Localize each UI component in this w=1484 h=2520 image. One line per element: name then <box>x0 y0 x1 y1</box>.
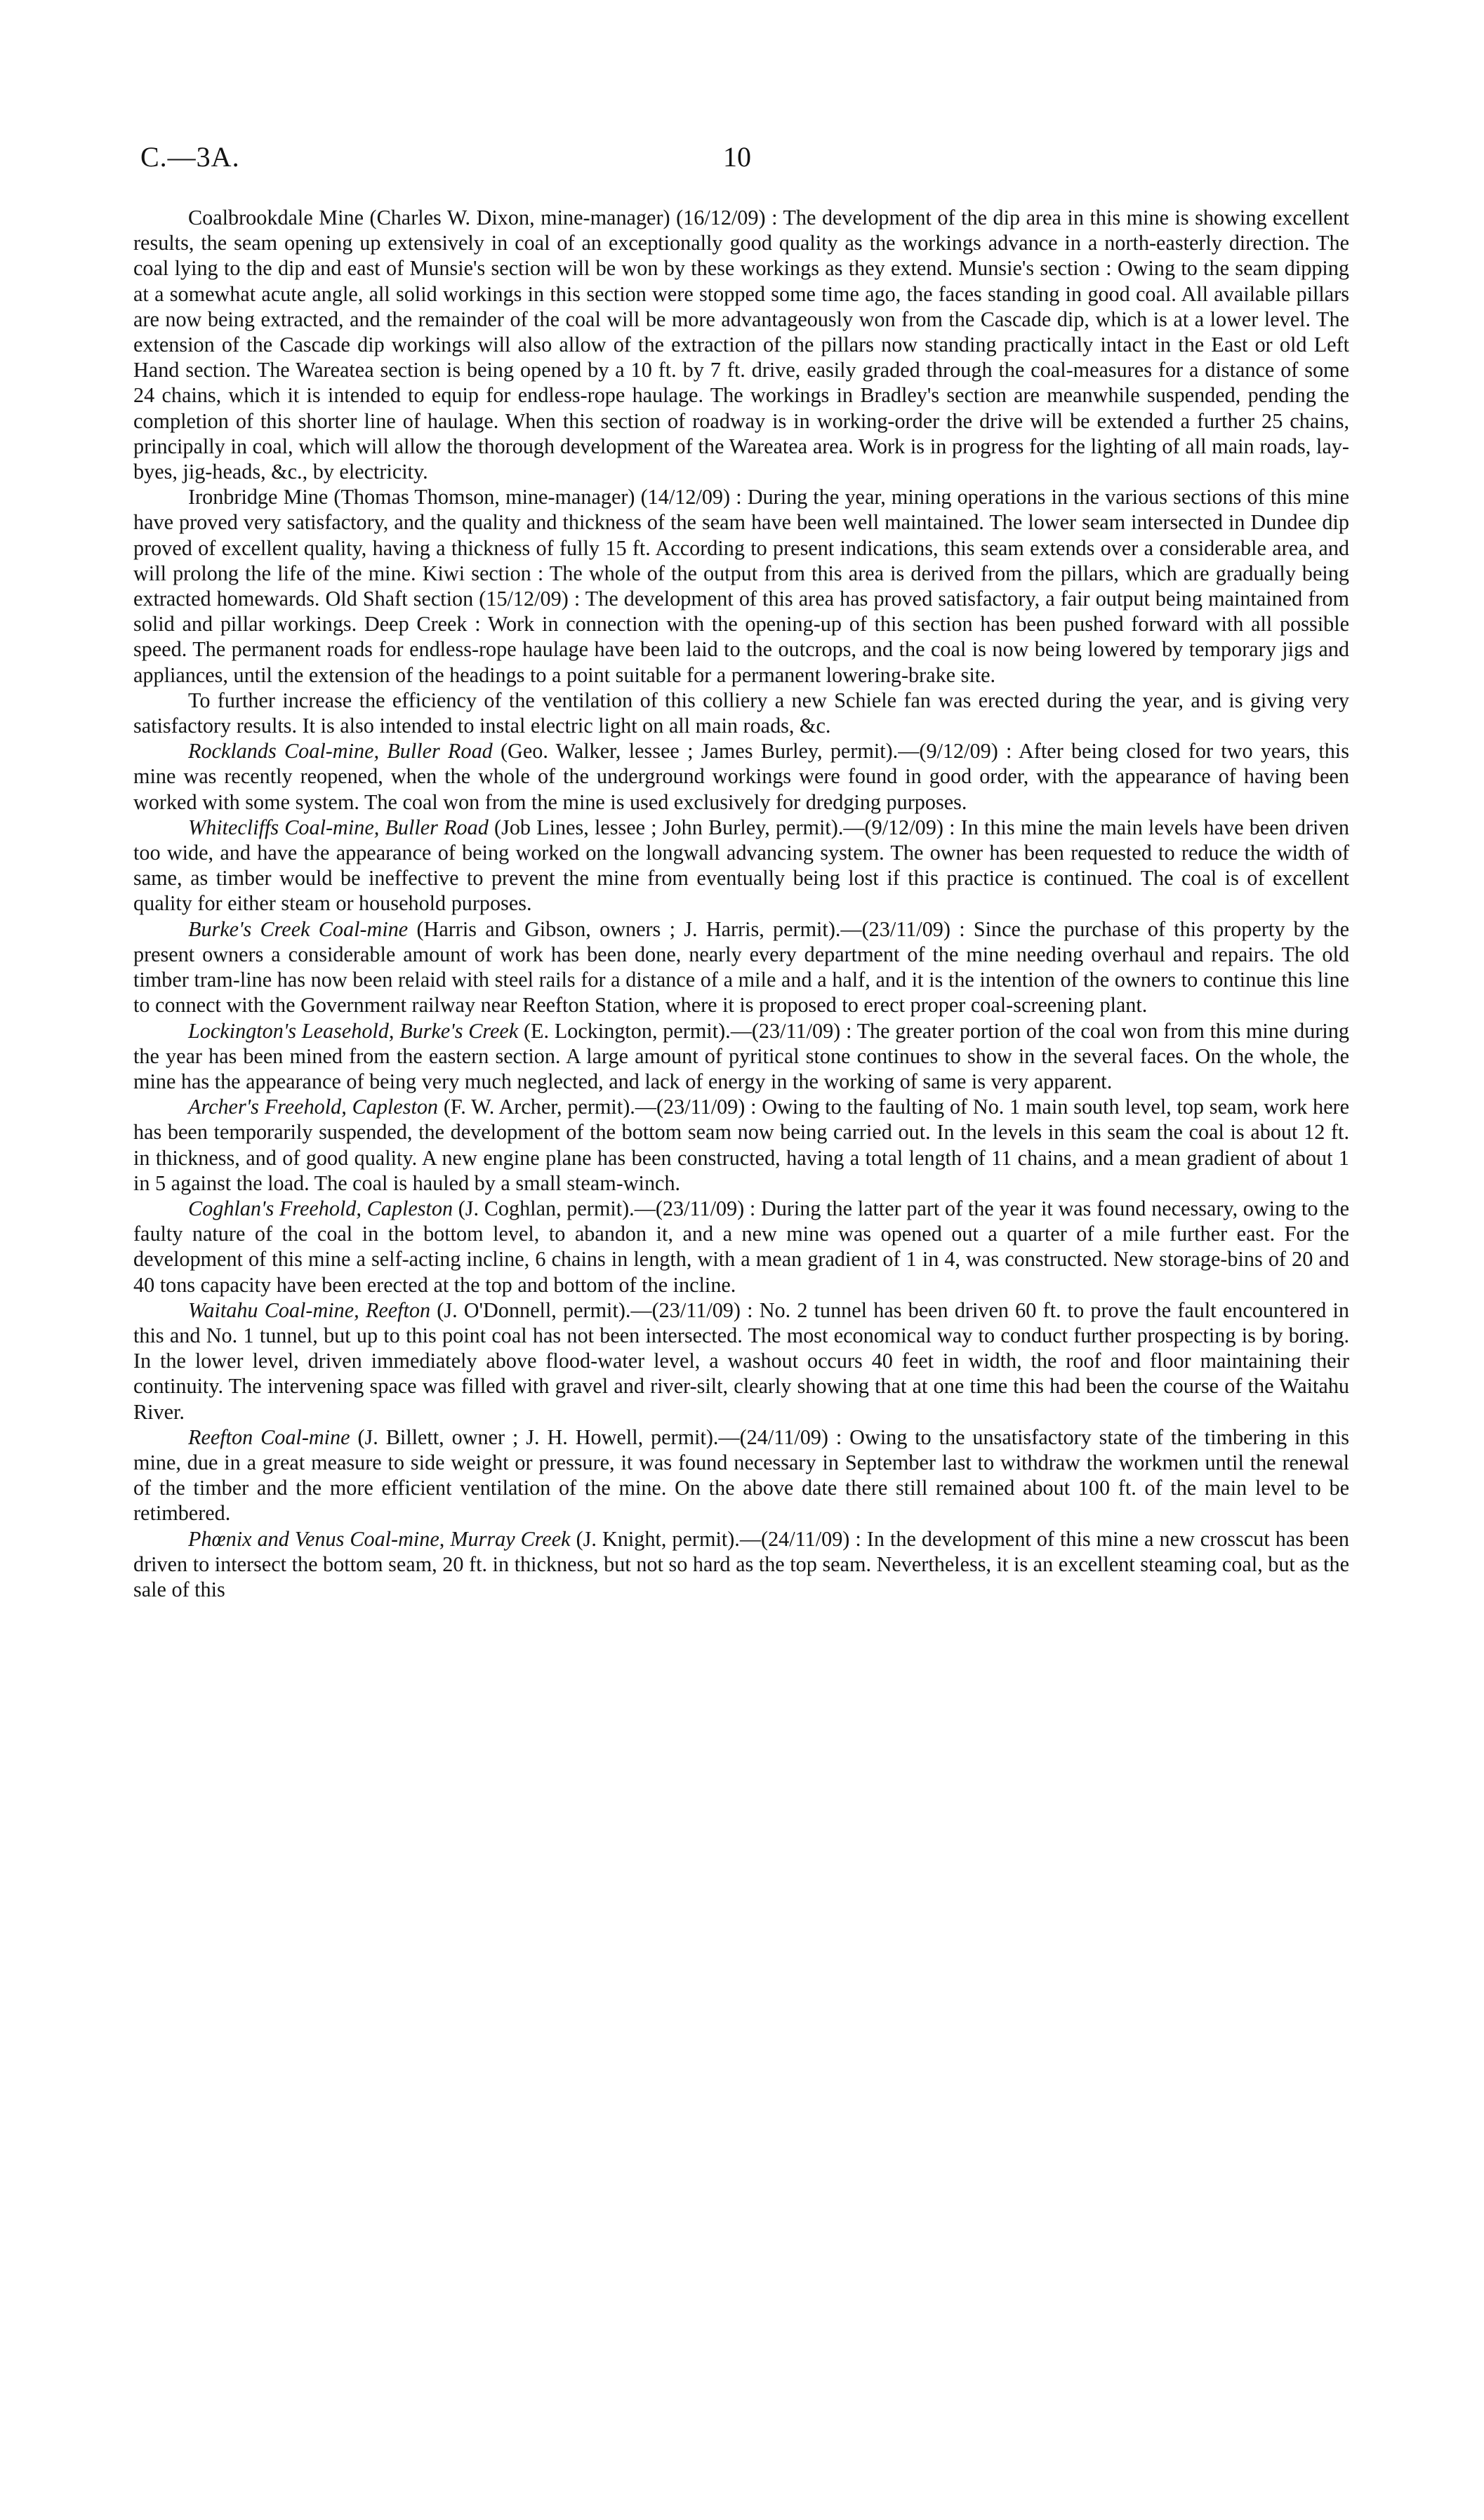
paragraph-text: (F. W. Archer, permit).—(23/11/09) : Owing to the faulting of No. 1 main south level, top seam, work here has been temporarily suspended, the development of the bottom seam now being carried out. In the levels in this seam the coal is about 12 ft. in thickness, and of good quality. A new engine plane has been constructed, having a total length of 11 chains, and a mean gradient of about 1 in 5 against the load. The coal is hauled by a small steam-winch. <box>133 1095 1349 1195</box>
mine-heading: Burke's Creek Coal-mine <box>188 916 409 941</box>
paragraph-coalbrookdale <box>133 205 1349 484</box>
paragraph-waitahu <box>133 1298 1349 1425</box>
parliamentary-paper-reference: C.—3A. <box>140 141 240 173</box>
paragraph-burkes-creek <box>133 916 1349 1018</box>
mine-heading: Rocklands Coal-mine, Buller Road <box>188 739 493 764</box>
paragraph-text: (Geo. Walker, lessee ; James Burley, permit).—(9/12/09) : After being closed for two years, this mine was recently reopened, when the whole of the underground workings were found in good order, with the appearance of having been worked with some system. The coal won from the mine is used exclusively for dredging purposes. <box>133 739 1349 814</box>
page-header <box>0 140 1484 182</box>
paragraph-phoenix-venus <box>133 1526 1349 1603</box>
paragraph-text: (E. Lockington, permit).—(23/11/09) : The greater portion of the coal won from this mine during the year has been mined from the eastern section. A large amount of pyritical stone continues to show in the several faces. On the whole, the mine has the appearance of being very much neglected, and lack of energy in the working of same is very apparent. <box>133 1018 1349 1093</box>
paragraph-text: (Job Lines, lessee ; John Burley, permit).—(9/12/09) : In this mine the main levels have been driven too wide, and have the appearance of being worked on the longwall advancing system. The owner has been requested to reduce the width of same, as timber would be ineffective to prevent the mine from eventually being lost if this practice is continued. The coal is of excellent quality for either steam or household purposes. <box>133 815 1349 916</box>
mine-heading: Coghlan's Freehold, Capleston <box>188 1196 453 1220</box>
paragraph-text: To further increase the efficiency of the ventilation of this colliery a new Schiele fan was erected during the year, and is giving very satisfactory results. It is also intended to instal electric light on all main roads, &c. <box>133 688 1349 738</box>
mine-heading: Archer's Freehold, Capleston <box>188 1095 439 1119</box>
paragraph-rocklands <box>133 738 1349 815</box>
paragraph-text: (J. Billett, owner ; J. H. Howell, permit).—(24/11/09) : Owing to the unsatisfactory state of the timbering in this mine, due in a great measure to side weight or pressure, it was found necessary in September last to withdraw the workmen until the renewal of the timber and the more efficient ventilation of the mine. On the above date there still remained about 100 ft. of the main level to be retimbered. <box>133 1425 1349 1526</box>
mine-heading: Waitahu Coal-mine, Reefton <box>188 1298 431 1322</box>
paragraph-whitecliffs <box>133 815 1349 916</box>
report-body <box>133 205 1349 2451</box>
paragraph-reefton <box>133 1425 1349 1526</box>
paragraph-archer <box>133 1094 1349 1196</box>
paragraph-lockington <box>133 1018 1349 1095</box>
paragraph-text: (J. Knight, permit).—(24/11/09) : In the development of this mine a new crosscut has been driven to intersect the bottom seam, 20 ft. in thickness, but not so hard as the top seam. Nevertheless, it is an excellent steaming coal, but as the sale of this <box>133 1526 1349 1601</box>
paragraph-ironbridge <box>133 484 1349 688</box>
paragraph-coghlan <box>133 1196 1349 1298</box>
mine-heading: Reefton Coal-mine <box>188 1425 350 1449</box>
paragraph-ventilation <box>133 688 1349 738</box>
paragraph-text: Coalbrookdale Mine (Charles W. Dixon, mine-manager) (16/12/09) : The development of the dip area in this mine is showing excellent results, the seam opening up extensively in coal of an exceptionally good quality as the workings advance in a north-easterly direction. The coal lying to the dip and east of Munsie's section will be won by these workings as they extend. Munsie's section : Owing to the seam dipping at a somewhat acute angle, all solid workings in this section were stopped some time ago, the faces standing in good coal. All available pillars are now being extracted, and the remainder of the coal will be more advantageously won from the Cascade dip, which is at a lower level. The extension of the Cascade dip workings will also allow of the extraction of the pillars now standing practically intact in the East or old Left Hand section. The Wareatea section is being opened by a 10 ft. by 7 ft. drive, easily graded through the coal-measures for a distance of some 24 chains, which it is intended to equip for endless-rope haulage. The workings in Bradley's section are meanwhile suspended, pending the completion of this shorter line of haulage. When this section of roadway is in working-order the drive will be extended a further 25 chains, principally in coal, which will allow the thorough development of the Wareatea area. Work is in progress for the lighting of all main roads, lay-byes, jig-heads, &c., by electricity. <box>133 206 1349 484</box>
paragraph-text: (Harris and Gibson, owners ; J. Harris, permit).—(23/11/09) : Since the purchase of this property by the present owners a considerable amount of work has been done, nearly every department of the mine needing overhaul and repairs. The old timber tram-line has now been relaid with steel rails for a distance of a mile and a half, and it is the intention of the owners to continue this line to connect with the Government railway near Reefton Station, where it is proposed to erect proper coal-screening plant. <box>133 916 1349 1018</box>
mine-heading: Whitecliffs Coal-mine, Buller Road <box>188 815 489 839</box>
page-number: 10 <box>723 141 751 173</box>
paragraph-text: (J. O'Donnell, permit).—(23/11/09) : No. 2 tunnel has been driven 60 ft. to prove the fault encountered in this and No. 1 tunnel, but up to this point coal has not been intersected. The most economical way to conduct further prospecting is by boring. In the lower level, driven immediately above flood-water level, a washout occurs 40 feet in width, the roof and floor maintaining their continuity. The intervening space was filled with gravel and river-silt, clearly showing that at one time this had been the course of the Waitahu River. <box>133 1298 1349 1424</box>
mine-heading: Lockington's Leasehold, Burke's Creek <box>188 1018 519 1043</box>
paragraph-text: (J. Coghlan, permit).—(23/11/09) : During the latter part of the year it was found necessary, owing to the faulty nature of the coal in the bottom level, to abandon it, and a new mine was opened out a quarter of a mile further east. For the development of this mine a self-acting incline, 6 chains in length, with a mean gradient of 1 in 4, was constructed. New storage-bins of 20 and 40 tons capacity have been erected at the top and bottom of the incline. <box>133 1196 1349 1297</box>
paragraph-text: Ironbridge Mine (Thomas Thomson, mine-manager) (14/12/09) : During the year, mining operations in the various sections of this mine have proved very satisfactory, and the quality and thickness of the seam have been well maintained. The lower seam intersected in Dundee dip proved of excellent quality, having a thickness of fully 15 ft. According to present indications, this seam extends over a considerable area, and will prolong the life of the mine. Kiwi section : The whole of the output from this area is derived from the pillars, which are gradually being extracted homewards. Old Shaft section (15/12/09) : The development of this area has proved satisfactory, a fair output being maintained from solid and pillar workings. Deep Creek : Work in connection with the opening-up of this section has been pushed forward with all possible speed. The permanent roads for endless-rope haulage have been laid to the outcrops, and the coal is now being lowered by temporary jigs and appliances, until the extension of the headings to a point suitable for a permanent lowering-brake site. <box>133 485 1349 687</box>
mine-heading: Phœnix and Venus Coal-mine, Murray Creek <box>188 1526 571 1551</box>
